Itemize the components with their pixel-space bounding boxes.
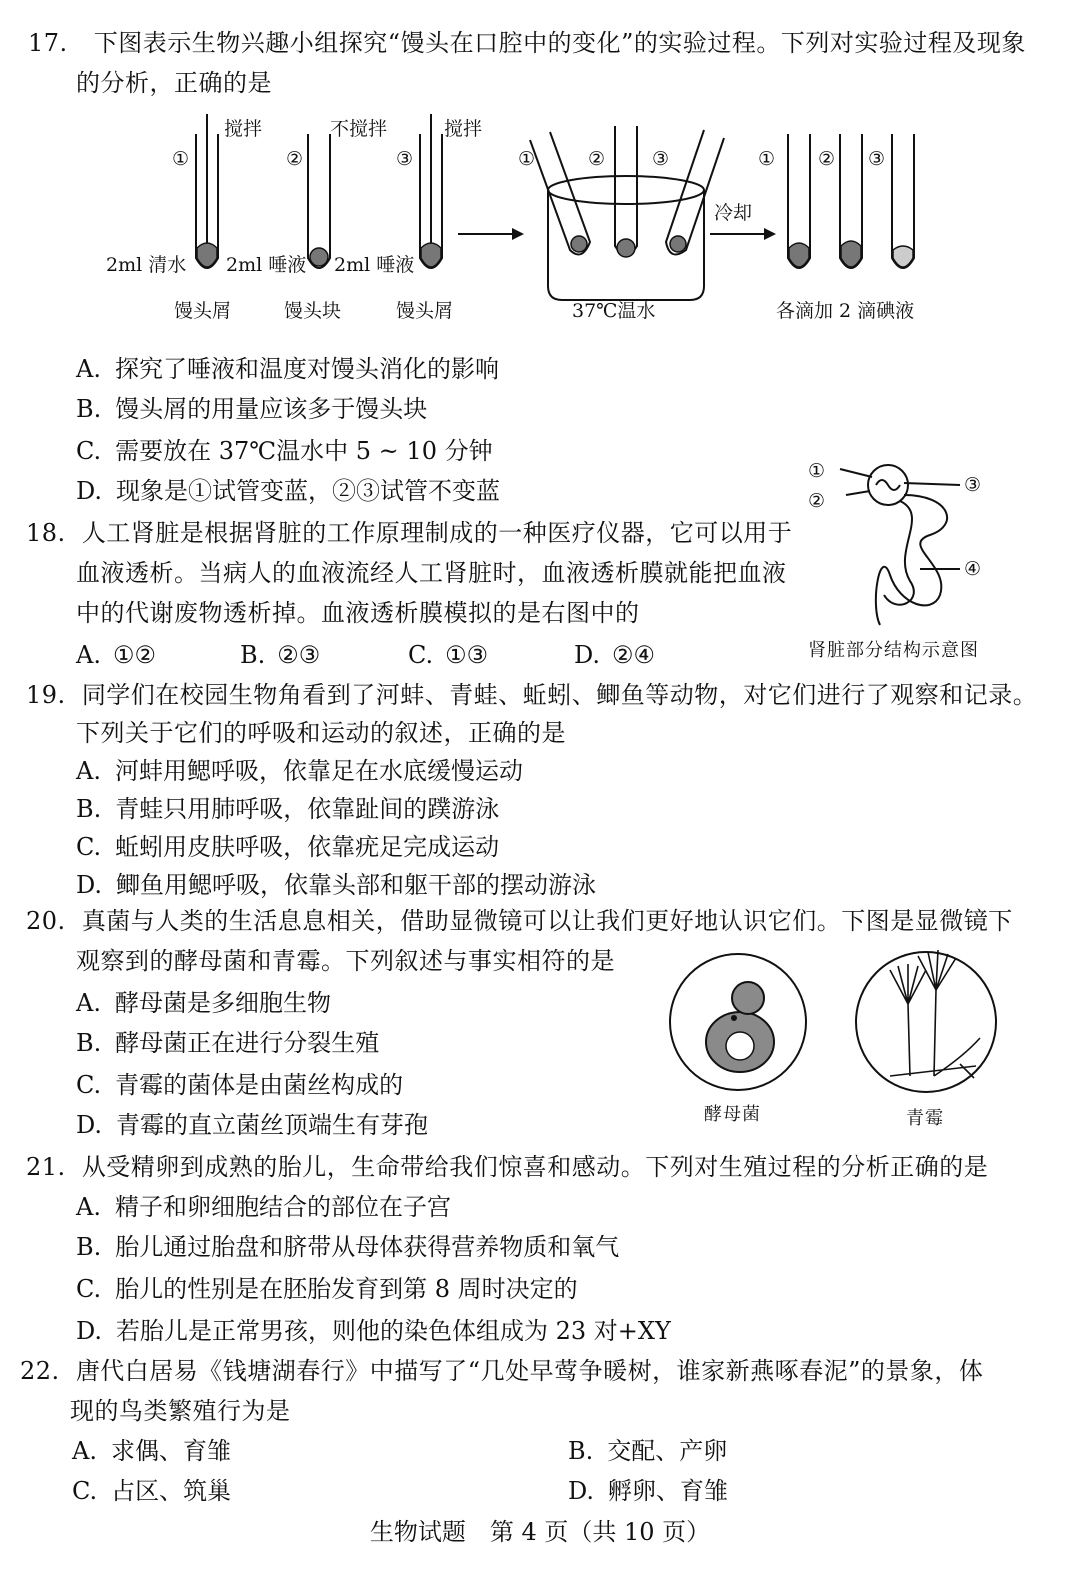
q20-caption-yeast: 酵母菌 — [704, 1104, 761, 1125]
q19-number: 19. — [26, 681, 66, 709]
q17-bath-sample-1 — [571, 236, 587, 252]
q21-option-c-text: 胎儿的性别是在胚胎发育到第 8 周时决定的 — [115, 1275, 578, 1303]
q21-option-a-text: 精子和卵细胞结合的部位在子宫 — [114, 1193, 451, 1221]
q18-option-d-letter: D. — [574, 641, 601, 669]
q18-glomerulus — [876, 480, 900, 490]
q22-stem-line1 — [20, 1356, 983, 1386]
q22-option-c-text: 占区、筑巢 — [111, 1477, 232, 1505]
q17-option-c-text: 需要放在 37℃温水中 5 ~ 10 分钟 — [115, 437, 493, 465]
q17-option-d[interactable] — [76, 476, 500, 506]
page-footer: 生物试题 第 4 页（共 10 页） — [369, 1518, 711, 1546]
q21-option-d-letter: D. — [76, 1317, 103, 1345]
q17-label-bath: 37℃温水 — [572, 300, 656, 322]
q20-option-b-letter: B. — [76, 1029, 102, 1057]
q18-option-a[interactable] — [76, 640, 156, 670]
q17-arrow-2-head — [764, 228, 776, 240]
q19-stem-line1 — [26, 680, 1037, 710]
q18-efferent-vessel — [846, 491, 870, 495]
q17-option-a-text: 探究了唾液和温度对馒头消化的影响 — [114, 355, 499, 383]
q19-option-b[interactable] — [76, 794, 499, 824]
q17-final-sample-1 — [789, 243, 809, 267]
q20-yeast-nucleus — [731, 1015, 737, 1021]
q20-stem-line1 — [26, 906, 1013, 936]
q18-fig-num-3: ③ — [964, 474, 982, 496]
q17-label-liquid-1: 2ml 清水 — [106, 254, 187, 276]
q19-stem-text-1: 同学们在校园生物角看到了河蚌、青蛙、蚯蚓、鲫鱼等动物，对它们进行了观察和记录。 — [81, 681, 1038, 709]
q21-number: 21. — [26, 1153, 66, 1181]
q17-label-cool: 冷却 — [714, 202, 753, 224]
q18-stem-text-1: 人工肾脏是根据肾脏的工作原理制成的一种医疗仪器，它可以用于 — [81, 519, 793, 547]
q20-option-d-letter: D. — [76, 1111, 103, 1139]
q18-option-b-text: ②③ — [277, 641, 321, 669]
q17-crumbs-3 — [421, 243, 441, 267]
q17-crumbs-1 — [197, 243, 217, 267]
q20-stem-line2: 观察到的酵母菌和青霉。下列叙述与事实相符的是 — [76, 947, 615, 975]
q18-option-d-text: ②④ — [612, 641, 656, 669]
q22-option-b-text: 交配、产卵 — [607, 1437, 728, 1465]
q22-option-d-letter: D. — [568, 1477, 595, 1505]
q22-stem-line2: 现的鸟类繁殖行为是 — [70, 1397, 291, 1425]
q19-option-a-text: 河蚌用鳃呼吸，依靠足在水底缓慢运动 — [114, 757, 523, 785]
q17-tube-num-3: ③ — [396, 148, 414, 170]
q20-option-c-letter: C. — [76, 1071, 102, 1099]
q20-option-a-letter: A. — [76, 989, 101, 1017]
q17-bath-tube-2 — [615, 126, 637, 255]
q21-option-b-text: 胎儿通过胎盘和脐带从母体获得营养物质和氧气 — [115, 1233, 620, 1261]
q17-option-a[interactable] — [76, 354, 499, 384]
q17-bath-num-1: ① — [518, 148, 536, 170]
q21-option-c-letter: C. — [76, 1275, 102, 1303]
q17-label-stir-1: 搅拌 — [224, 118, 263, 140]
q19-option-a-letter: A. — [76, 757, 101, 785]
q17-option-b-text: 馒头屑的用量应该多于馒头块 — [115, 395, 428, 423]
q17-stem-line1 — [28, 28, 1026, 58]
q17-label-sample-2: 馒头块 — [284, 300, 342, 322]
q22-option-a[interactable] — [72, 1436, 231, 1466]
q17-bath-num-2: ② — [588, 148, 606, 170]
q17-label-sample-3: 馒头屑 — [396, 300, 454, 322]
q17-option-d-text: 现象是①试管变蓝，②③试管不变蓝 — [116, 477, 501, 505]
q17-bath-tube-3 — [666, 130, 724, 255]
q22-number: 22. — [20, 1357, 60, 1385]
q17-arrow-1-head — [512, 228, 524, 240]
q17-label-no-stir: 不搅拌 — [330, 118, 388, 140]
q17-final-num-1: ① — [758, 148, 776, 170]
q17-stem-text-1: 下图表示生物兴趣小组探究“馒头在口腔中的变化”的实验过程。下列对实验过程及现象 — [93, 29, 1026, 57]
q18-number: 18. — [26, 519, 66, 547]
q18-figure-caption: 肾脏部分结构示意图 — [808, 640, 979, 661]
q19-option-c[interactable] — [76, 832, 499, 862]
q17-option-c-letter: C. — [76, 437, 102, 465]
q18-fig-num-1: ① — [808, 460, 826, 482]
q17-label-sample-1: 馒头屑 — [174, 300, 232, 322]
q18-afferent-vessel — [840, 469, 872, 477]
q18-fig-num-2: ② — [808, 490, 826, 512]
q21-stem-text-1: 从受精卵到成熟的胎儿，生命带给我们惊喜和感动。下列对生殖过程的分析正确的是 — [81, 1153, 989, 1181]
q22-option-d-text: 孵卵、育雏 — [608, 1477, 729, 1505]
q22-option-b-letter: B. — [568, 1437, 594, 1465]
q18-stem-line3: 中的代谢废物透析掉。血液透析膜模拟的是右图中的 — [76, 599, 640, 627]
q18-pointer-3 — [904, 483, 960, 485]
q20-number: 20. — [26, 907, 66, 935]
q17-bath-num-3: ③ — [652, 148, 670, 170]
q22-option-c-letter: C. — [72, 1477, 98, 1505]
q21-stem-line1 — [26, 1152, 988, 1182]
q22-stem-text-1: 唐代白居易《钱塘湖春行》中描写了“几处早莺争暖树，谁家新燕啄春泥”的景象，体 — [75, 1357, 984, 1385]
q19-option-c-text: 蚯蚓用皮肤呼吸，依靠疣足完成运动 — [115, 833, 500, 861]
q17-label-stir-3: 搅拌 — [444, 118, 483, 140]
q22-option-c[interactable] — [72, 1476, 231, 1506]
q20-option-a-text: 酵母菌是多细胞生物 — [114, 989, 331, 1017]
q22-option-d[interactable] — [568, 1476, 728, 1506]
q17-final-num-2: ② — [818, 148, 836, 170]
q17-final-num-3: ③ — [868, 148, 886, 170]
q18-option-c[interactable] — [408, 640, 488, 670]
q17-number: 17. — [28, 29, 68, 57]
q17-bath-sample-2 — [617, 239, 635, 257]
q21-option-b[interactable] — [76, 1232, 619, 1262]
q21-option-b-letter: B. — [76, 1233, 102, 1261]
q17-label-iodine: 各滴加 2 滴碘液 — [776, 300, 915, 322]
q18-option-c-text: ①③ — [445, 641, 489, 669]
q17-stem-line2: 的分析，正确的是 — [76, 69, 272, 97]
q20-penicillium-hyphae — [890, 950, 980, 1078]
q18-capillary-network — [884, 501, 914, 605]
q17-option-b[interactable] — [76, 394, 427, 424]
q20-fungi-diagram — [664, 946, 1004, 1096]
q21-option-a[interactable] — [76, 1192, 451, 1222]
q20-option-c-text: 青霉的菌体是由菌丝构成的 — [115, 1071, 404, 1099]
q19-option-a[interactable] — [76, 756, 523, 786]
q21-option-d[interactable] — [76, 1316, 671, 1346]
q18-fig-num-4: ④ — [964, 558, 982, 580]
q18-option-a-text: ①② — [112, 641, 156, 669]
q17-final-sample-2 — [841, 241, 861, 267]
q17-option-d-letter: D. — [76, 477, 103, 505]
q17-tube-num-2: ② — [286, 148, 304, 170]
q20-yeast-vacuole — [726, 1032, 754, 1060]
q17-tube-num-1: ① — [172, 148, 190, 170]
q20-option-a[interactable] — [76, 988, 331, 1018]
q19-option-d-text: 鲫鱼用鳃呼吸，依靠头部和躯干部的摆动游泳 — [116, 871, 597, 899]
q19-option-c-letter: C. — [76, 833, 102, 861]
q17-label-liquid-2: 2ml 唾液 — [226, 254, 307, 276]
q18-option-d[interactable] — [574, 640, 655, 670]
q22-option-a-text: 求偶、育雏 — [110, 1437, 231, 1465]
q18-option-b[interactable] — [240, 640, 320, 670]
q22-option-a-letter: A. — [72, 1437, 97, 1465]
q18-option-c-letter: C. — [408, 641, 434, 669]
q20-option-b[interactable] — [76, 1028, 379, 1058]
q17-option-a-letter: A. — [76, 355, 101, 383]
q18-stem-line2: 血液透析。当病人的血液流经人工肾脏时，血液透析膜就能把血液 — [76, 559, 787, 587]
q20-option-b-text: 酵母菌正在进行分裂生殖 — [115, 1029, 380, 1057]
q20-option-d[interactable] — [76, 1110, 428, 1140]
q20-stem-text-1: 真菌与人类的生活息息相关，借助显微镜可以让我们更好地认识它们。下图是显微镜下 — [81, 907, 1013, 935]
q19-option-b-letter: B. — [76, 795, 102, 823]
q20-option-d-text: 青霉的直立菌丝顶端生有芽孢 — [116, 1111, 429, 1139]
q18-option-a-letter: A. — [76, 641, 101, 669]
q19-option-d[interactable] — [76, 870, 596, 900]
q20-penicillium-view-circle — [856, 952, 996, 1092]
q20-option-c[interactable] — [76, 1070, 403, 1100]
q17-option-c[interactable] — [76, 436, 493, 466]
q20-caption-penicillium: 青霉 — [906, 1108, 944, 1129]
q21-option-a-letter: A. — [76, 1193, 101, 1221]
q19-stem-line2: 下列关于它们的呼吸和运动的叙述，正确的是 — [76, 719, 566, 747]
q21-option-d-text: 若胎儿是正常男孩，则他的染色体组成为 23 对+XY — [116, 1317, 671, 1345]
q20-yeast-cell — [706, 982, 774, 1072]
q17-label-liquid-3: 2ml 唾液 — [334, 254, 415, 276]
q17-bath-sample-3 — [670, 236, 686, 252]
q18-option-b-letter: B. — [240, 641, 266, 669]
q20-figure — [664, 946, 1004, 1096]
q21-option-c[interactable] — [76, 1274, 578, 1304]
q22-option-b[interactable] — [568, 1436, 727, 1466]
q19-option-b-text: 青蛙只用肺呼吸，依靠趾间的蹼游泳 — [115, 795, 500, 823]
q19-option-d-letter: D. — [76, 871, 103, 899]
q18-stem-line1 — [26, 518, 792, 548]
q17-block-2 — [310, 248, 328, 266]
q17-option-b-letter: B. — [76, 395, 102, 423]
